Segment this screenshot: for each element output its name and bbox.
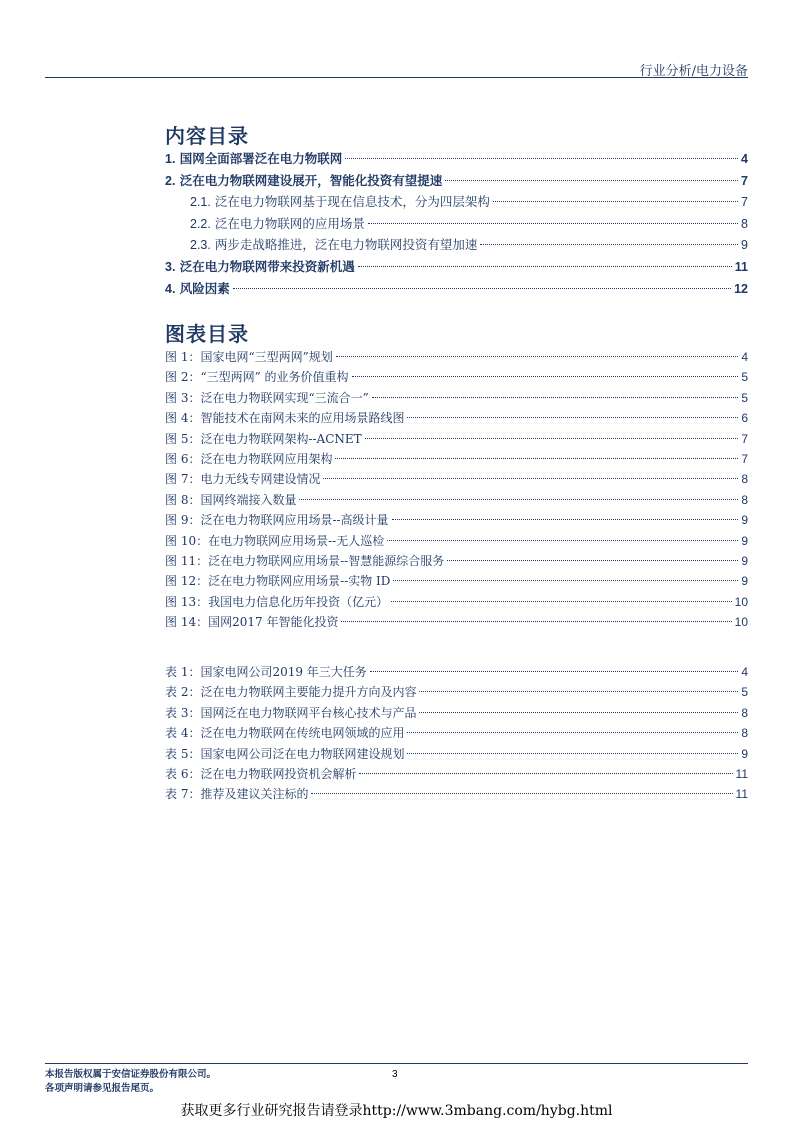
toc-entry-page: 4 — [741, 665, 748, 679]
leader-dots — [368, 223, 738, 224]
leader-dots — [335, 458, 738, 459]
toc-entry-label: 表 1：国家电网公司2019 年三大任务 — [165, 665, 367, 679]
leader-dots — [233, 288, 731, 289]
toc-entry-label: 图 4：智能技术在南网未来的应用场景路线图 — [165, 411, 405, 426]
toc-entry-label: 表 5：国家电网公司泛在电力物联网建设规划 — [165, 746, 405, 761]
leader-dots — [393, 580, 738, 581]
toc-entry-label: 图 10：在电力物联网应用场景--无人巡检 — [165, 533, 385, 548]
leader-dots — [299, 499, 738, 500]
toc-entry-heading — [165, 148, 342, 171]
leader-dots — [419, 691, 738, 692]
contents-title: 内容目录 — [165, 124, 249, 148]
toc-entry-label: 图 3：泛在电力物联网实现“三流合一” — [165, 390, 369, 405]
toc-entry[interactable] — [165, 347, 748, 367]
toc-entry-page: 9 — [741, 574, 748, 589]
toc-entry[interactable] — [165, 744, 748, 764]
toc-entry-page: 11 — [734, 259, 748, 274]
toc-entry-label: 图 6：泛在电力物联网应用架构 — [165, 451, 333, 466]
toc-entry-page: 5 — [741, 685, 748, 700]
toc-entry-label: 图 7：电力无线专网建设情况 — [165, 472, 321, 487]
toc-entry-page: 4 — [741, 152, 748, 166]
toc-entry[interactable] — [165, 367, 748, 387]
leader-dots — [445, 180, 738, 181]
toc-entry-label: 国网全面部署泛在电力物联网 — [179, 151, 343, 166]
header-rule — [45, 77, 748, 78]
toc-entry[interactable] — [165, 388, 748, 408]
toc-entry-heading — [165, 170, 442, 193]
leader-dots — [311, 793, 732, 794]
toc-entry-heading — [190, 234, 477, 257]
toc-entry-page: 5 — [741, 390, 748, 405]
toc-entry-number: 2.2. — [190, 216, 211, 231]
toc-entry[interactable] — [165, 490, 748, 510]
toc-entry[interactable] — [165, 571, 748, 591]
toc-entry-page: 7 — [741, 451, 748, 466]
leader-dots — [407, 417, 738, 418]
toc-entry[interactable] — [165, 764, 748, 784]
toc-entry[interactable] — [165, 531, 748, 551]
toc-entry-number: 2.3. — [190, 238, 211, 253]
toc-entry-label: 图 2：“三型两网” 的业务价值重构 — [165, 370, 349, 385]
toc-entry-label: 图 13：我国电力信息化历年投资（亿元） — [165, 594, 389, 609]
leader-dots — [365, 438, 739, 439]
toc-entry-label: 表 4：泛在电力物联网在传统电网领域的应用 — [165, 726, 405, 741]
toc-entry-label: 表 2：泛在电力物联网主要能力提升方向及内容 — [165, 685, 417, 700]
toc-entry-number: 4. — [165, 281, 176, 296]
toc-entry-page: 9 — [741, 746, 748, 761]
toc-entry-number: 1. — [165, 152, 176, 166]
toc-entry-label: 泛在电力物联网建设展开，智能化投资有望提速 — [179, 172, 443, 188]
toc-entry-page: 9 — [741, 533, 748, 548]
toc-entry-page: 10 — [734, 615, 748, 630]
toc-entry-label: 图 5：泛在电力物联网架构--ACNET — [165, 431, 362, 446]
leader-dots — [323, 478, 738, 479]
toc-entry[interactable] — [165, 784, 748, 804]
contents-list — [165, 148, 748, 299]
toc-entry-label: 表 7：推荐及建议关注标的 — [165, 787, 309, 802]
toc-entry-heading — [165, 256, 355, 279]
download-link[interactable]: 获取更多行业研究报告请登录http://www.3mbang.com/hybg.html — [180, 1103, 613, 1119]
toc-entry[interactable] — [165, 723, 748, 743]
toc-entry-label: 图 8：国网终端接入数量 — [165, 492, 297, 507]
leader-dots — [419, 712, 738, 713]
toc-entry[interactable] — [165, 213, 748, 235]
toc-entry-page: 8 — [741, 726, 748, 741]
leader-dots — [392, 519, 739, 520]
figures-title: 图表目录 — [165, 322, 249, 346]
toc-entry-page: 8 — [741, 472, 748, 487]
toc-entry-page: 4 — [741, 350, 748, 364]
footer-notice: 各项声明请参见报告尾页。 — [45, 1083, 160, 1094]
toc-entry-page: 10 — [734, 594, 748, 609]
toc-entry-page: 11 — [735, 766, 748, 781]
toc-entry-page: 7 — [741, 431, 748, 446]
toc-entry-heading — [165, 278, 230, 301]
toc-entry-label: 表 3：国网泛在电力物联网平台核心技术与产品 — [165, 705, 417, 720]
toc-entry-label: 图 12：泛在电力物联网应用场景--实物 ID — [165, 574, 391, 589]
figures-list — [165, 347, 748, 632]
toc-entry-page: 8 — [741, 492, 748, 507]
toc-entry[interactable] — [165, 234, 748, 256]
leader-dots — [447, 560, 738, 561]
toc-entry[interactable] — [165, 278, 748, 300]
leader-dots — [359, 773, 732, 774]
toc-entry-page: 7 — [741, 173, 748, 188]
leader-dots — [358, 266, 732, 267]
leader-dots — [341, 621, 731, 622]
toc-entry-page: 8 — [741, 216, 748, 231]
leader-dots — [345, 158, 738, 159]
toc-entry-page: 9 — [741, 238, 748, 253]
toc-entry[interactable] — [165, 682, 748, 702]
toc-entry-page: 6 — [741, 411, 748, 426]
toc-entry[interactable] — [165, 469, 748, 489]
toc-entry-page: 9 — [741, 513, 748, 528]
toc-entry-label: 泛在电力物联网基于现在信息技术，分为四层架构 — [214, 194, 490, 210]
toc-entry-label: 泛在电力物联网带来投资新机遇 — [179, 258, 355, 274]
toc-entry[interactable] — [165, 703, 748, 723]
leader-dots — [370, 671, 739, 672]
leader-dots — [336, 356, 739, 357]
toc-entry[interactable] — [165, 148, 748, 170]
toc-entry-number: 2.1. — [190, 195, 211, 210]
leader-dots — [480, 244, 738, 245]
toc-entry-label: 两步走战略推进，泛在电力物联网投资有望加速 — [214, 237, 478, 253]
page-number: 3 — [392, 1069, 398, 1080]
toc-entry[interactable] — [165, 429, 748, 449]
toc-entry[interactable] — [165, 449, 748, 469]
toc-entry[interactable] — [165, 510, 748, 530]
toc-entry[interactable] — [165, 408, 748, 428]
footer-disclaimer — [45, 1068, 216, 1096]
toc-entry[interactable] — [165, 612, 748, 632]
toc-entry[interactable] — [165, 191, 748, 213]
toc-entry[interactable] — [165, 662, 748, 682]
toc-entry-heading — [190, 191, 490, 214]
toc-entry-page: 12 — [734, 281, 748, 296]
tables-list — [165, 662, 748, 805]
toc-entry[interactable] — [165, 256, 748, 278]
toc-entry-page: 7 — [741, 195, 748, 210]
toc-entry-page: 8 — [741, 705, 748, 720]
toc-entry[interactable] — [165, 592, 748, 612]
toc-entry-number: 3. — [165, 259, 176, 274]
footer-rule — [45, 1063, 748, 1064]
toc-entry-number: 2. — [165, 173, 176, 188]
leader-dots — [493, 201, 738, 202]
toc-entry-label: 表 6：泛在电力物联网投资机会解析 — [165, 766, 357, 781]
toc-entry-page: 11 — [735, 787, 748, 802]
toc-entry-label: 风险因素 — [179, 280, 230, 296]
leader-dots — [352, 376, 739, 377]
leader-dots — [407, 753, 738, 754]
leader-dots — [407, 732, 738, 733]
toc-entry-page: 5 — [741, 370, 748, 385]
toc-entry-label: 图 1：国家电网“三型两网”规划 — [165, 350, 333, 364]
toc-entry[interactable] — [165, 170, 748, 192]
header-category: 行业分析/电力设备 — [639, 64, 748, 79]
toc-entry-label: 泛在电力物联网的应用场景 — [214, 215, 365, 231]
toc-entry[interactable] — [165, 551, 748, 571]
toc-entry-label: 图 11：泛在电力物联网应用场景--智慧能源综合服务 — [165, 553, 445, 568]
toc-entry-heading — [190, 213, 365, 236]
footer-copyright: 本报告版权属于安信证券股份有限公司。 — [45, 1069, 217, 1080]
leader-dots — [387, 540, 738, 541]
toc-entry-label: 图 9：泛在电力物联网应用场景--高级计量 — [165, 513, 389, 528]
leader-dots — [372, 397, 739, 398]
leader-dots — [391, 601, 732, 602]
toc-entry-label: 图 14：国网2017 年智能化投资 — [165, 615, 339, 630]
toc-entry-page: 9 — [741, 553, 748, 568]
